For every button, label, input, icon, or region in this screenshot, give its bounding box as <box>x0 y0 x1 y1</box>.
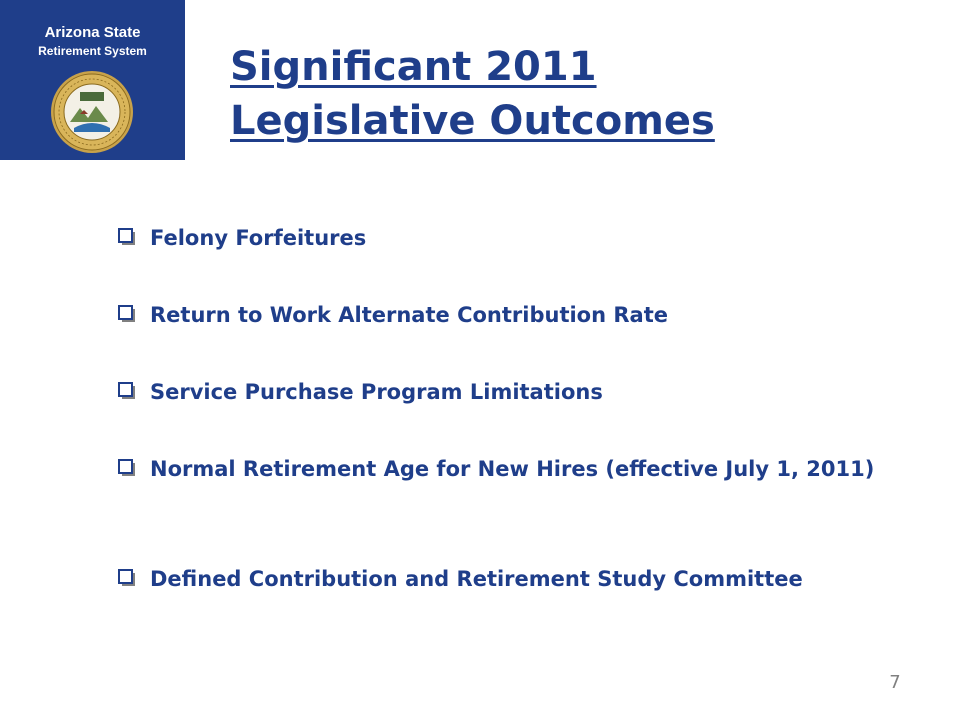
page-number: 7 <box>889 672 901 693</box>
checkbox-bullet-icon <box>118 305 136 323</box>
list-item-text: Felony Forfeitures <box>150 226 367 250</box>
org-name: Arizona State <box>44 24 141 41</box>
list-item-text: Return to Work Alternate Contribution Rate <box>150 303 668 327</box>
title-line-2: Legislative Outcomes <box>230 98 715 144</box>
checkbox-bullet-icon <box>118 382 136 400</box>
checkbox-bullet-icon <box>118 228 136 246</box>
checkbox-bullet-icon <box>118 459 136 477</box>
checkbox-bullet-icon <box>118 569 136 587</box>
list-item-text: Defined Contribution and Retirement Study Committee <box>150 567 803 591</box>
title-line-1: Significant 2011 <box>230 44 597 90</box>
org-subtitle: Retirement System <box>38 44 147 58</box>
list-item-text: Service Purchase Program Limitations <box>150 380 603 404</box>
list-item-text: Normal Retirement Age for New Hires (effective July 1, 2011) <box>150 457 875 481</box>
